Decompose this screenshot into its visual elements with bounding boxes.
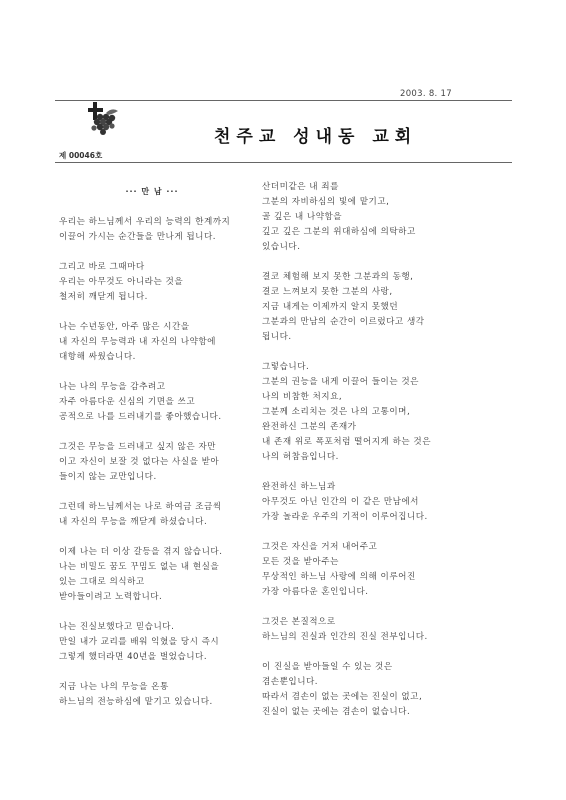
paragraph [59,680,245,710]
text-line: 지금 나는 나의 무능을 온통 [59,682,169,692]
text-line: 가장 놀라운 우주의 기적이 이루어집니다. [262,512,428,522]
text-line: 완전하신 하느님과 [262,482,336,492]
text-line: 그분과의 만남의 순간이 이르렀다고 생각 [262,317,425,327]
text-line: 그렇게 했더라면 40년을 벌었습니다. [59,652,208,662]
text-line: 자주 아름다운 신심의 기면을 쓰고 [59,397,196,407]
text-line: 만일 내가 교리를 배워 익혔을 당시 즉시 [59,637,220,647]
text-line: 내 자신의 무능을 깨닫게 하셨습니다. [59,517,208,527]
text-line: 있는 그대로 의식하고 [59,577,145,587]
text-line: 산더미같은 내 죄를 [262,182,339,192]
text-line: 나는 나의 무능을 감추려고 [59,382,166,392]
text-line: 모든 것을 받아주는 [262,557,339,567]
text-line: 그리고 바로 그때마다 [59,262,145,272]
text-line: 이 진실을 받아들일 수 있는 것은 [262,662,393,672]
issue-date: 2003. 8. 17 [400,89,452,99]
text-line: 그런데 하느님께서는 나로 하여금 조금씩 [59,502,222,512]
text-line: 내 자신의 무능력과 내 자신의 나약함에 [59,337,216,347]
text-line: 결코 체험해 보지 못한 그분과의 동행, [262,272,414,282]
paragraph [59,260,245,305]
text-line: 그렇습니다. [262,362,310,372]
text-line: 그것은 자신을 거저 내어주고 [262,542,378,552]
text-line: 하느님의 전능하심에 맡기고 있습니다. [59,697,213,707]
text-line: 무상적인 하느님 사랑에 의해 이루어진 [262,572,416,582]
text-line: 가장 아름다운 혼인입니다. [262,587,369,597]
paragraph [262,615,458,645]
article-heading: ··· 만 남 ··· [125,187,179,196]
church-logo-icon [86,101,122,139]
text-line: 나는 비밀도 꿈도 꾸밈도 없는 내 현실을 [59,562,220,572]
paragraph [262,270,458,345]
text-line: 이제 나는 더 이상 갈등을 겪지 않습니다. [59,547,223,557]
paragraph [59,545,245,605]
text-line: 그분의 권능을 내게 이끌어 들이는 것은 [262,377,419,387]
paragraph [262,540,458,600]
text-line: 진실이 없는 곳에는 겸손이 없습니다. [262,707,411,717]
text-line: 우리는 아무것도 아니라는 것을 [59,277,184,287]
paragraph [59,440,245,485]
text-line: 따라서 겸손이 없는 곳에는 진실이 없고, [262,692,423,702]
text-line: 나는 진실보했다고 믿습니다. [59,622,175,632]
text-line: 그것은 무능을 드러내고 싶지 않은 자만 [59,442,216,452]
paragraph [262,360,458,465]
text-line: 철저히 깨닫게 됩니다. [59,292,148,302]
text-line: 겸손뿐입니다. [262,677,319,687]
text-line: 내 존재 위로 폭포처럼 떨어지게 하는 것은 [262,437,432,447]
text-line: 나는 수년동안, 아주 많은 시간을 [59,322,190,332]
paragraph [262,180,458,255]
paragraph [59,320,245,365]
text-line: 나의 허참음입니다. [262,452,339,462]
text-line: 깊고 깊은 그분의 위대하심에 의탁하고 [262,227,416,237]
text-line: 결코 느껴보지 못한 그분의 사랑, [262,287,393,297]
paragraph [59,620,245,665]
text-line: 완전하신 그분의 존재가 [262,422,357,432]
text-line: 우리는 하느님께서 우리의 능력의 한계까지 [59,217,231,227]
paragraph [262,480,458,525]
paragraph [59,380,245,425]
text-line: 지금 내게는 이제까지 알지 못했던 [262,302,399,312]
text-line: 들이지 않는 교만입니다. [59,472,157,482]
text-line: 그분께 소리치는 것은 나의 고통이며, [262,407,411,417]
paragraph [262,660,458,720]
text-line: 있습니다. [262,242,301,252]
paragraph [59,500,245,530]
text-line: 대항해 싸웠습니다. [59,352,136,362]
header-divider [55,162,512,163]
text-line: 공적으로 나를 드러내기를 좋아했습니다. [59,412,222,422]
text-line: 나의 비참한 처지요, [262,392,343,402]
text-line: 그분의 자비하심의 빛에 맡기고, [262,197,390,207]
top-divider [55,100,512,101]
text-line: 골 깊은 내 나약함을 [262,212,343,222]
text-line: 받아들이려고 노력합니다. [59,592,163,602]
left-column [59,186,245,725]
text-line: 아무것도 아닌 인간의 이 같은 만남에서 [262,497,419,507]
text-line: 하느님의 진실과 인간의 진실 전부입니다. [262,632,428,642]
page-title: 천주교 성내동 교회 [214,127,418,147]
paragraph [59,215,245,245]
issue-number: 제 00046호 [59,151,103,160]
right-column [262,180,458,735]
text-line: 그것은 본질적으로 [262,617,336,627]
text-line: 됩니다. [262,332,292,342]
text-line: 이끌어 가시는 순간들을 만나게 됩니다. [59,232,216,242]
text-line: 이고 자신이 보잘 것 없다는 사실을 받아 [59,457,220,467]
